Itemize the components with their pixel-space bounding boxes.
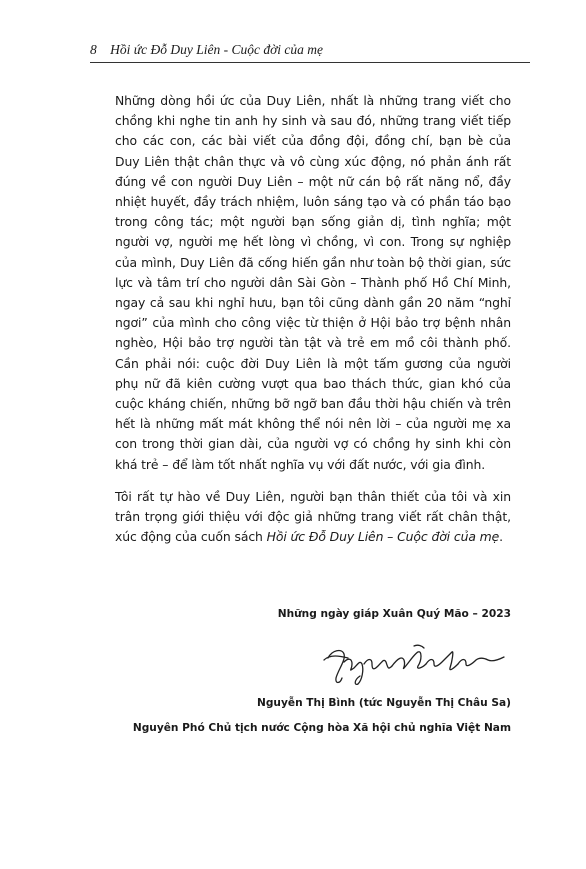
page-number: 8 [90, 42, 97, 57]
handwritten-signature [318, 640, 518, 688]
dateline: Những ngày giáp Xuân Quý Mão – 2023 [277, 608, 511, 620]
running-title: Hồi ức Đỗ Duy Liên - Cuộc đời của mẹ [110, 42, 324, 57]
book-title: Hồi ức Đỗ Duy Liên – Cuộc đời của mẹ [266, 529, 500, 545]
header-rule [90, 62, 530, 63]
paragraph-2-end: . [499, 529, 504, 545]
body-text [115, 91, 511, 559]
signer-title: Nguyên Phó Chủ tịch nước Cộng hòa Xã hội chủ nghĩa Việt Nam [132, 722, 511, 734]
paragraph-2-lead: Tôi rất tự hào về Duy Liên, người bạn thân thiết của tôi và xin trân trọng giới thiệu với độc giả những trang viết rất chân thật, xúc động của cuốn sách [115, 488, 511, 545]
signer-name: Nguyễn Thị Bình (tức Nguyễn Thị Châu Sa) [256, 697, 511, 709]
paragraph-2 [115, 487, 511, 548]
running-header [90, 42, 530, 58]
paragraph-1: Những dòng hồi ức của Duy Liên, nhất là những trang viết cho chồng khi nghe tin anh hy sinh và sau đó, những trang viết tiếp cho các con, các bài viết của đồng đội, đồng chí, bạn bè của Duy Liên thật chân thực và vô cùng xúc động, nó phản ánh rất đúng về con người Duy Liên – một nữ cán bộ rất năng nổ, đầy nhiệt huyết, đầy trách nhiệm, luôn sáng tạo và có phần táo bạo trong công tác; một người bạn sống giản dị, tình nghĩa; một người vợ, người mẹ hết lòng vì chồng, vì con. Trong sự nghiệp của mình, Duy Liên đã cống hiến gần như toàn bộ thời gian, sức lực và tâm trí cho người dân Sài Gòn – Thành phố Hồ Chí Minh, ngay cả sau khi nghỉ hưu, bạn tôi cũng dành gần 20 năm “nghỉ ngơi” của mình cho công việc từ thiện ở Hội bảo trợ bệnh nhân nghèo, Hội bảo trợ người tàn tật và trẻ em mồ côi thành phố. Cần phải nói: cuộc đời Duy Liên là một tấm gương của người phụ nữ đã kiên cường vượt qua bao thách thức, gian khó của cuộc kháng chiến, những bỡ ngỡ ban đầu thời hậu chiến và trên hết là những mất mát không thể nói nên lời – của người mẹ xa con trong thời gian dài, của người vợ có chồng hy sinh khi còn khá trẻ – để làm tốt nhất nghĩa vụ với đất nước, với gia đình. [115, 93, 511, 472]
